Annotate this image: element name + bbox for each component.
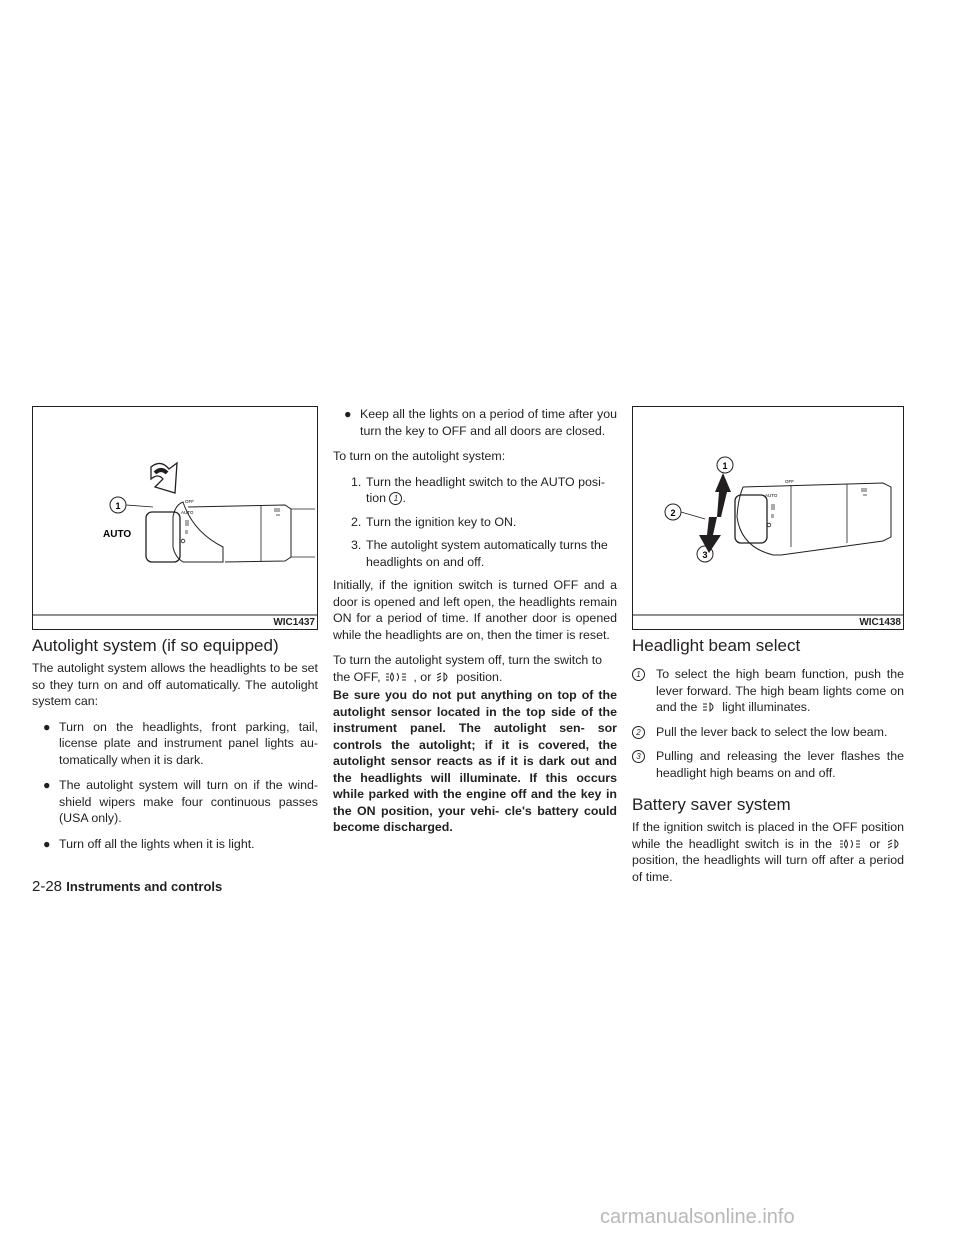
bullet-text: The autolight system will turn on if the wind- shield wipers make four continuous passes (USA only). xyxy=(59,778,318,825)
fig-left-off-mark: OFF xyxy=(185,499,194,504)
step-text: The autolight system automatically turns the headlights on and off. xyxy=(366,538,608,569)
bullet-text: Turn off all the lights when it is light. xyxy=(59,836,255,851)
autolight-intro: The autolight system allows the headlights to be set so they turn on and off automatically. The autolight system can: xyxy=(32,661,318,708)
bullet-mark: ● xyxy=(43,836,51,851)
list-item xyxy=(333,406,617,439)
callout-text: Pull the lever back to select the low beam. xyxy=(656,724,888,739)
list-item xyxy=(32,777,318,827)
watermark: carmanualsonline.info xyxy=(600,1206,795,1228)
lever-illustration xyxy=(33,407,317,629)
column-autolight xyxy=(32,636,318,861)
lever-beam-illustration xyxy=(633,407,903,629)
step-item xyxy=(333,474,617,507)
figure-code: WIC1438 xyxy=(859,617,901,628)
step-number: 3. xyxy=(351,538,362,552)
column-beam-battery xyxy=(632,636,904,894)
callout-item xyxy=(632,748,904,781)
fig-right-off-mark: OFF xyxy=(785,479,794,484)
step-text: Turn the ignition key to ON. xyxy=(366,514,517,529)
fig-right-callout-2: 2 xyxy=(670,508,676,518)
callout-number: 3 xyxy=(632,750,645,763)
callout-text: light illuminates. xyxy=(722,700,811,714)
steps-intro: To turn on the autolight system: xyxy=(333,449,506,463)
step-end: . xyxy=(402,491,406,505)
step-item xyxy=(333,514,617,531)
parking-light-icon xyxy=(840,839,862,849)
figure-autolight-switch xyxy=(32,406,318,630)
figure-beam-select xyxy=(632,406,904,630)
page-number: 2-28 xyxy=(32,878,63,895)
headlight-icon xyxy=(888,839,902,849)
callout-text: Pulling and releasing the lever flashes the headlight high beams on and off. xyxy=(656,749,904,780)
text-segment: position, the headlights will turn off after a period of time. xyxy=(632,853,904,884)
list-item xyxy=(32,719,318,769)
callout-number: 1 xyxy=(632,668,645,681)
heading-battery-saver: Battery saver system xyxy=(632,795,791,814)
text-segment: or xyxy=(869,836,881,851)
fig-right-callout-3: 3 xyxy=(702,550,708,560)
headlight-symbols xyxy=(767,489,867,527)
column-autolight-steps xyxy=(333,406,617,845)
bullet-mark: ● xyxy=(344,407,352,421)
bullet-mark: ● xyxy=(43,719,51,734)
figure-code: WIC1437 xyxy=(273,617,315,628)
heading-autolight: Autolight system (if so equipped) xyxy=(32,636,279,655)
step-item xyxy=(333,537,617,570)
paragraph: Initially, if the ignition switch is turned OFF and a door is opened and left open, the headlights remain ON for a period of time. If another door is opened while the headlights are on, then the timer is reset. xyxy=(333,578,617,642)
text-segment: If the ignition switch is placed in the OFF position while the headlight switch is in the xyxy=(632,820,904,851)
page-footer xyxy=(32,878,222,895)
callout-item xyxy=(632,724,904,741)
callout-1-marker: 1 xyxy=(389,492,402,505)
headlight-icon xyxy=(437,672,451,682)
callout-number: 2 xyxy=(632,726,645,739)
fig-left-auto-label: AUTO xyxy=(103,529,132,540)
step-number: 1. xyxy=(351,474,362,489)
fig-left-callout-1: 1 xyxy=(115,501,121,511)
callout-item xyxy=(632,666,904,716)
callout-text: To select the high beam function, push the lever forward. The high beam lights come on and the xyxy=(656,667,904,714)
warning-text: Be sure you do not put anything on top of the autolight sensor located in the top side of the instrument panel. The autolight sen- sor controls the autolight; if it is covered, the autolight sensor reacts as if it is dark out and the headlights will illuminate. If this occurs while parked with the engine off and the key in the ON position, your vehi- cle's battery could become discharged. xyxy=(333,688,617,834)
paragraph-battery-saver xyxy=(632,819,904,885)
text-segment: , or xyxy=(413,669,432,684)
heading-beam-select: Headlight beam select xyxy=(632,636,801,655)
high-beam-icon xyxy=(703,702,717,712)
text-segment: To turn the autolight system off, turn the switch to the OFF, xyxy=(333,653,603,684)
bullet-text: Keep all the lights on a period of time after you turn the key to OFF and all doors are closed. xyxy=(360,407,617,438)
bullet-text: Turn on the headlights, front parking, tail, license plate and instrument panel lights au- tomatically when it is dark. xyxy=(59,719,318,767)
text-segment: position. xyxy=(456,669,503,684)
step-text: Turn the headlight switch to the AUTO posi- tion xyxy=(366,474,605,505)
list-item xyxy=(32,836,318,853)
fig-left-auto-mark: AUTO xyxy=(181,510,194,515)
fig-right-auto-mark: AUTO xyxy=(765,493,778,498)
section-title: Instruments and controls xyxy=(66,879,223,894)
fig-right-callout-1: 1 xyxy=(722,461,728,471)
bullet-mark: ● xyxy=(43,778,51,792)
step-number: 2. xyxy=(351,514,362,529)
paragraph-autolight-off xyxy=(333,652,617,685)
parking-light-icon xyxy=(386,672,408,682)
